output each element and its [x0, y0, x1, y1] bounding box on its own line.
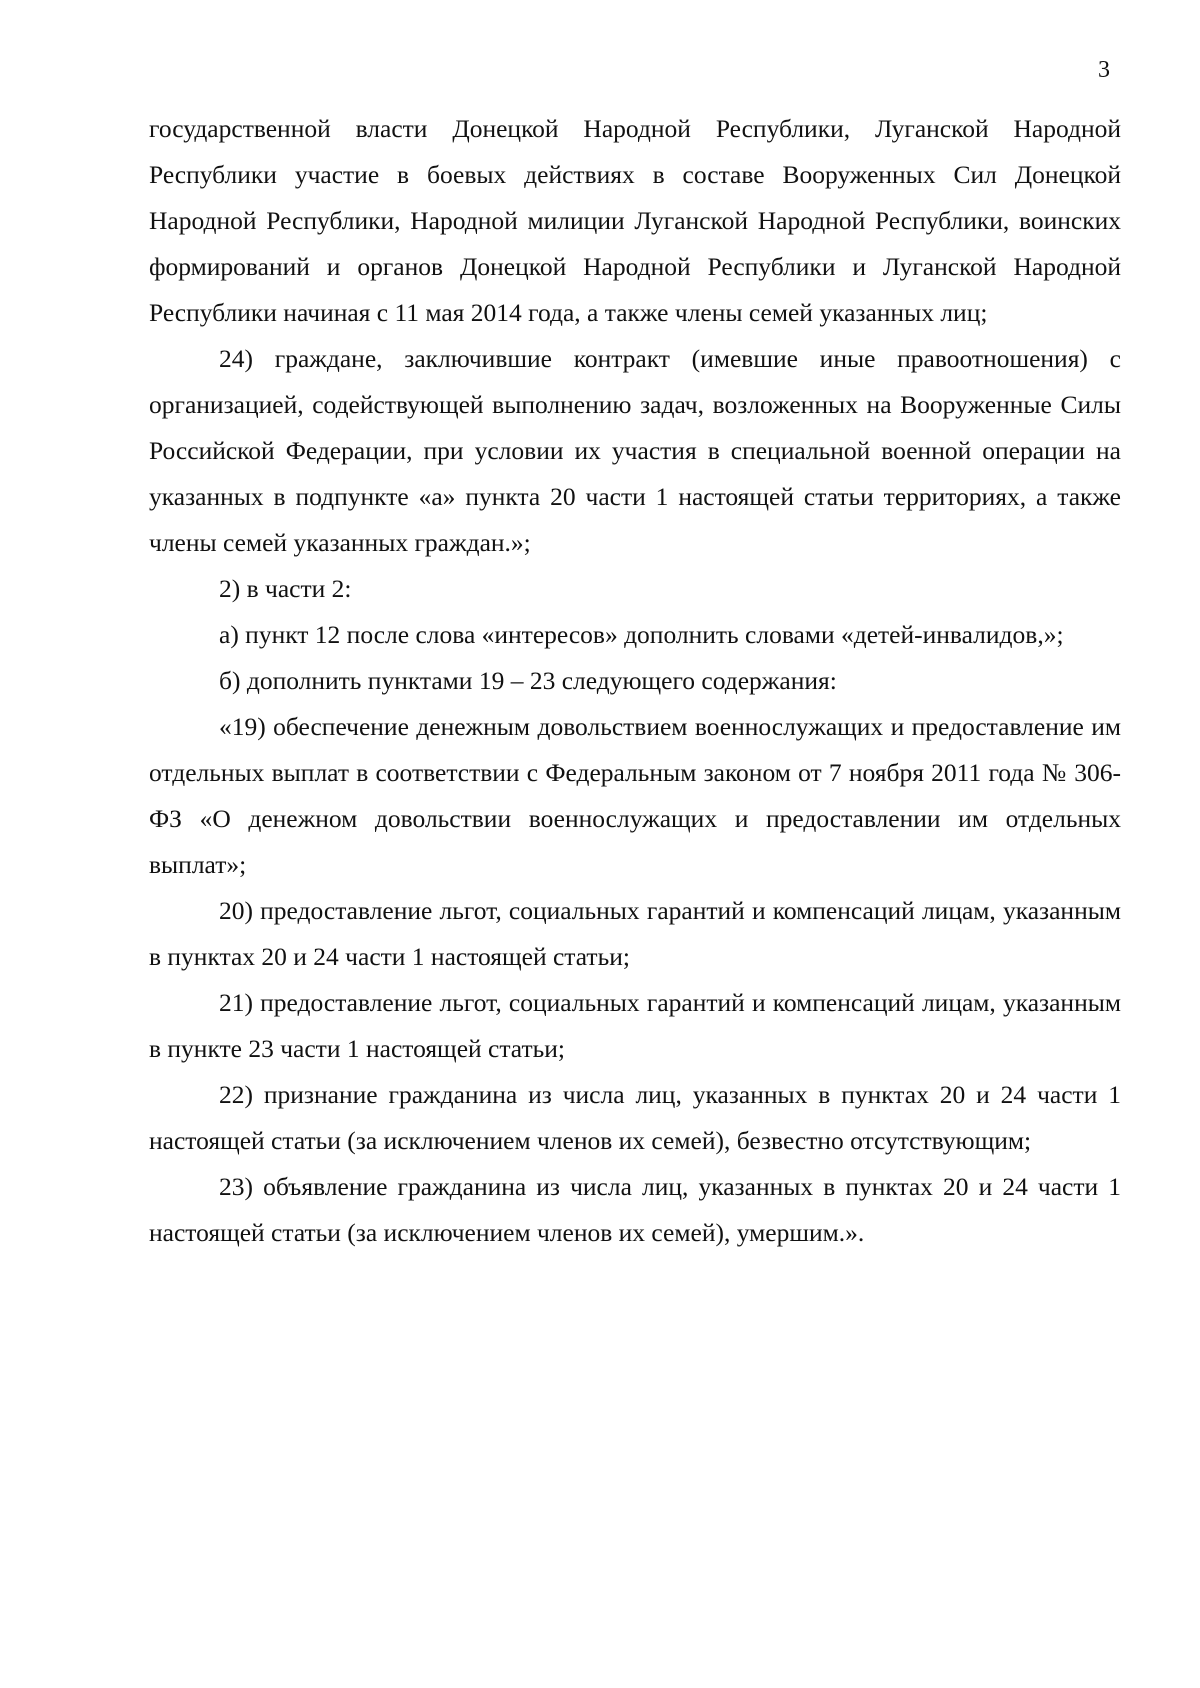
paragraph-item-21: 21) предоставление льгот, социальных гарантий и компенсаций лицам, указанным в пункте 23 части 1 настоящей статьи;: [149, 988, 1121, 1063]
paragraph-continuation: государственной власти Донецкой Народной Республики, Луганской Народной Республики участие в боевых действиях в составе Вооруженных Сил Донецкой Народной Республики, Народной милиции Луганской Народной Республики, воинских формирований и органов Донецкой Народной Республики и Луганской Народной Республики начиная с 11 мая 2014 года, а также члены семей указанных лиц;: [149, 114, 1121, 327]
paragraph-part-2: 2) в части 2:: [219, 574, 352, 603]
paragraph-item-24: 24) граждане, заключившие контракт (имевшие иные правоотношения) с организацией, содействующей выполнению задач, возложенных на Вооруженные Силы Российской Федерации, при условии их участия в специальной военной операции на указанных в подпункте «а» пункта 20 части 1 настоящей статьи территориях, а также члены семей указанных граждан.»;: [149, 344, 1121, 557]
paragraph-item-23: 23) объявление гражданина из числа лиц, указанных в пунктах 20 и 24 части 1 настоящей статьи (за исключением членов их семей), умершим.».: [149, 1172, 1121, 1247]
page-number: 3: [1098, 57, 1110, 83]
paragraph-item-19: «19) обеспечение денежным довольствием военнослужащих и предоставление им отдельных выплат в соответствии с Федеральным законом от 7 ноября 2011 года № 306-ФЗ «О денежном довольствии военнослужащих и предоставлении им отдельных выплат»;: [149, 712, 1121, 879]
paragraph-subitem-b: б) дополнить пунктами 19 – 23 следующего содержания:: [219, 666, 837, 695]
paragraph-item-20: 20) предоставление льгот, социальных гарантий и компенсаций лицам, указанным в пунктах 20 и 24 части 1 настоящей статьи;: [149, 896, 1121, 971]
paragraph-subitem-a: а) пункт 12 после слова «интересов» дополнить словами «детей-инвалидов,»;: [219, 620, 1064, 649]
document-body: [149, 106, 1121, 1256]
paragraph-item-22: 22) признание гражданина из числа лиц, указанных в пунктах 20 и 24 части 1 настоящей статьи (за исключением членов их семей), безвестно отсутствующим;: [149, 1080, 1121, 1155]
